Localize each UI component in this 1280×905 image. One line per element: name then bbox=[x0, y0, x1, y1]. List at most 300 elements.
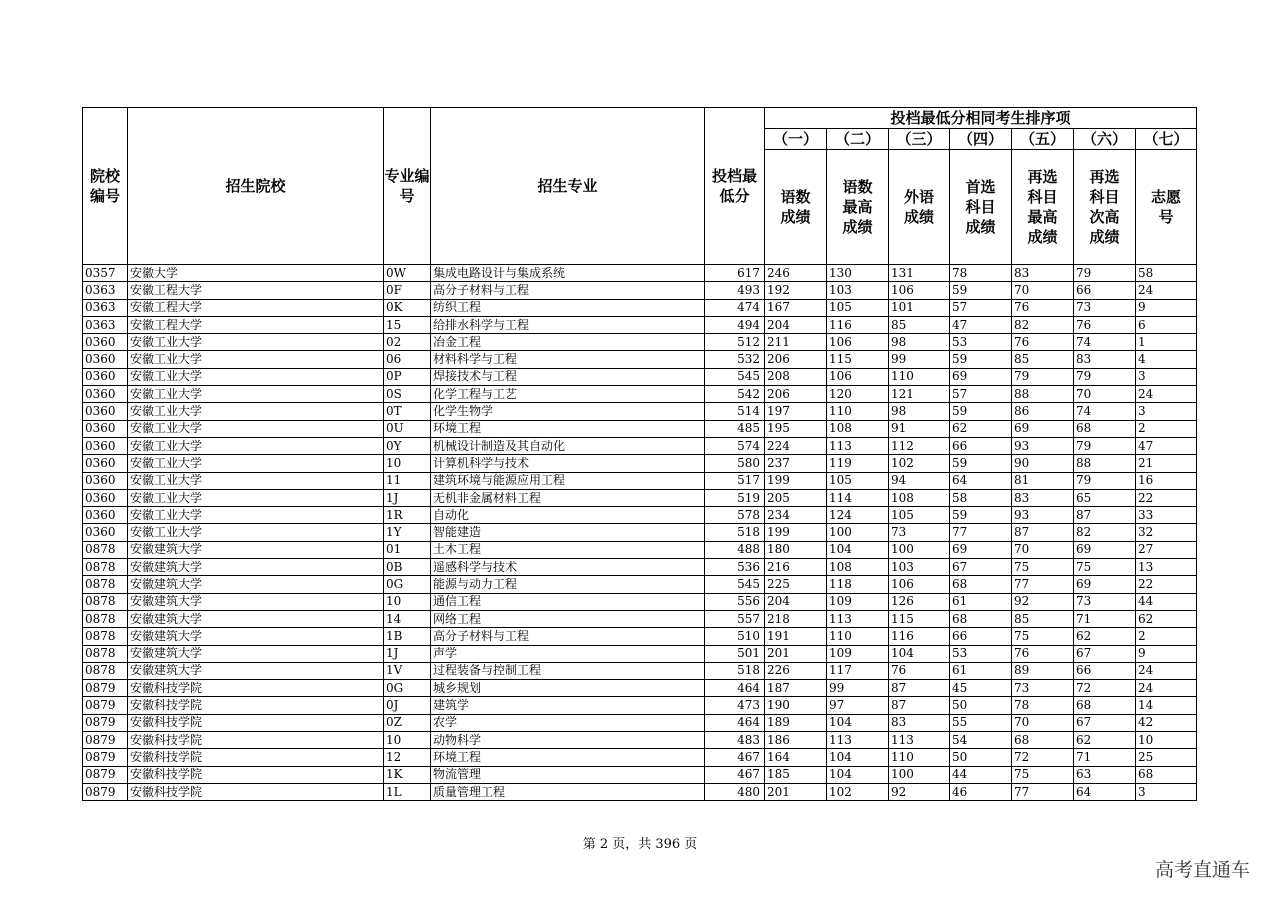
cell-rank-2: 110 bbox=[827, 403, 889, 420]
cell-major-name: 高分子材料与工程 bbox=[431, 282, 705, 299]
cell-school-code: 0360 bbox=[83, 472, 128, 489]
cell-rank-5: 69 bbox=[1012, 420, 1074, 437]
cell-rank-6: 73 bbox=[1074, 299, 1136, 316]
table-row bbox=[83, 455, 1197, 472]
cell-rank-4: 69 bbox=[950, 541, 1012, 558]
cell-rank-1: 197 bbox=[765, 403, 827, 420]
cell-school-code: 0878 bbox=[83, 576, 128, 593]
cell-rank-2: 124 bbox=[827, 507, 889, 524]
cell-rank-2: 102 bbox=[827, 783, 889, 800]
header-rank-1: （一） bbox=[765, 129, 827, 150]
cell-rank-4: 66 bbox=[950, 437, 1012, 454]
page-number: 第 2 页，共 396 页 bbox=[582, 837, 698, 852]
table-row bbox=[83, 472, 1197, 489]
cell-rank-4: 45 bbox=[950, 680, 1012, 697]
cell-rank-7: 4 bbox=[1136, 351, 1197, 368]
cell-rank-5: 75 bbox=[1012, 766, 1074, 783]
table-row bbox=[83, 316, 1197, 333]
cell-rank-6: 72 bbox=[1074, 680, 1136, 697]
cell-school-name: 安徽工业大学 bbox=[128, 472, 384, 489]
cell-rank-1: 205 bbox=[765, 489, 827, 506]
cell-rank-1: 224 bbox=[765, 437, 827, 454]
cell-school-code: 0878 bbox=[83, 610, 128, 627]
cell-school-code: 0360 bbox=[83, 507, 128, 524]
cell-rank-7: 3 bbox=[1136, 368, 1197, 385]
table-body bbox=[83, 265, 1197, 801]
cell-rank-2: 97 bbox=[827, 697, 889, 714]
cell-major-name: 高分子材料与工程 bbox=[431, 628, 705, 645]
cell-rank-5: 77 bbox=[1012, 576, 1074, 593]
cell-rank-7: 2 bbox=[1136, 628, 1197, 645]
cell-major-name: 冶金工程 bbox=[431, 334, 705, 351]
cell-major-name: 机械设计制造及其自动化 bbox=[431, 437, 705, 454]
cell-rank-6: 76 bbox=[1074, 316, 1136, 333]
cell-rank-1: 206 bbox=[765, 386, 827, 403]
cell-rank-4: 59 bbox=[950, 282, 1012, 299]
cell-school-name: 安徽科技学院 bbox=[128, 749, 384, 766]
cell-rank-6: 65 bbox=[1074, 489, 1136, 506]
cell-major-name: 遥感科学与技术 bbox=[431, 559, 705, 576]
cell-rank-4: 66 bbox=[950, 628, 1012, 645]
cell-major-code: 06 bbox=[384, 351, 431, 368]
cell-school-name: 安徽工业大学 bbox=[128, 386, 384, 403]
cell-rank-5: 76 bbox=[1012, 334, 1074, 351]
cell-major-name: 智能建造 bbox=[431, 524, 705, 541]
cell-rank-5: 83 bbox=[1012, 489, 1074, 506]
cell-major-name: 计算机科学与技术 bbox=[431, 455, 705, 472]
cell-major-name: 化学工程与工艺 bbox=[431, 386, 705, 403]
cell-rank-4: 64 bbox=[950, 472, 1012, 489]
cell-major-name: 过程装备与控制工程 bbox=[431, 662, 705, 679]
cell-rank-1: 208 bbox=[765, 368, 827, 385]
cell-rank-2: 113 bbox=[827, 437, 889, 454]
cell-min-score: 514 bbox=[705, 403, 765, 420]
cell-rank-6: 88 bbox=[1074, 455, 1136, 472]
cell-rank-4: 68 bbox=[950, 576, 1012, 593]
cell-rank-4: 55 bbox=[950, 714, 1012, 731]
header-rank-label-6: 再选科目次高成绩 bbox=[1074, 150, 1136, 265]
cell-rank-5: 77 bbox=[1012, 783, 1074, 800]
cell-rank-4: 53 bbox=[950, 645, 1012, 662]
cell-min-score: 464 bbox=[705, 680, 765, 697]
cell-rank-7: 21 bbox=[1136, 455, 1197, 472]
cell-school-name: 安徽工业大学 bbox=[128, 351, 384, 368]
cell-rank-1: 185 bbox=[765, 766, 827, 783]
cell-school-code: 0879 bbox=[83, 766, 128, 783]
cell-rank-1: 187 bbox=[765, 680, 827, 697]
cell-school-name: 安徽建筑大学 bbox=[128, 645, 384, 662]
cell-rank-7: 9 bbox=[1136, 645, 1197, 662]
cell-rank-5: 79 bbox=[1012, 368, 1074, 385]
table-row bbox=[83, 628, 1197, 645]
cell-school-code: 0360 bbox=[83, 368, 128, 385]
cell-rank-7: 22 bbox=[1136, 489, 1197, 506]
cell-major-code: 1L bbox=[384, 783, 431, 800]
cell-rank-3: 73 bbox=[889, 524, 950, 541]
cell-rank-4: 59 bbox=[950, 455, 1012, 472]
cell-school-code: 0363 bbox=[83, 282, 128, 299]
cell-rank-6: 74 bbox=[1074, 334, 1136, 351]
cell-rank-4: 58 bbox=[950, 489, 1012, 506]
cell-min-score: 617 bbox=[705, 265, 765, 282]
cell-rank-3: 110 bbox=[889, 368, 950, 385]
cell-rank-4: 46 bbox=[950, 783, 1012, 800]
cell-rank-6: 66 bbox=[1074, 282, 1136, 299]
cell-rank-7: 42 bbox=[1136, 714, 1197, 731]
cell-rank-6: 82 bbox=[1074, 524, 1136, 541]
cell-major-name: 能源与动力工程 bbox=[431, 576, 705, 593]
cell-major-code: 1Y bbox=[384, 524, 431, 541]
cell-school-code: 0357 bbox=[83, 265, 128, 282]
cell-rank-5: 89 bbox=[1012, 662, 1074, 679]
table-row bbox=[83, 368, 1197, 385]
cell-rank-3: 76 bbox=[889, 662, 950, 679]
cell-rank-1: 211 bbox=[765, 334, 827, 351]
cell-rank-6: 63 bbox=[1074, 766, 1136, 783]
cell-school-code: 0879 bbox=[83, 714, 128, 731]
cell-min-score: 512 bbox=[705, 334, 765, 351]
cell-rank-6: 69 bbox=[1074, 576, 1136, 593]
header-rank-label-2: 语数最高成绩 bbox=[827, 150, 889, 265]
cell-rank-7: 13 bbox=[1136, 559, 1197, 576]
cell-rank-2: 104 bbox=[827, 749, 889, 766]
table-row bbox=[83, 645, 1197, 662]
cell-rank-3: 116 bbox=[889, 628, 950, 645]
cell-major-code: 02 bbox=[384, 334, 431, 351]
table-row bbox=[83, 559, 1197, 576]
cell-major-code: 15 bbox=[384, 316, 431, 333]
cell-min-score: 580 bbox=[705, 455, 765, 472]
cell-rank-7: 9 bbox=[1136, 299, 1197, 316]
cell-rank-6: 83 bbox=[1074, 351, 1136, 368]
cell-rank-6: 70 bbox=[1074, 386, 1136, 403]
cell-school-code: 0360 bbox=[83, 334, 128, 351]
cell-major-code: 0S bbox=[384, 386, 431, 403]
cell-school-code: 0360 bbox=[83, 351, 128, 368]
cell-rank-2: 104 bbox=[827, 714, 889, 731]
cell-school-code: 0360 bbox=[83, 455, 128, 472]
cell-min-score: 532 bbox=[705, 351, 765, 368]
cell-major-code: 10 bbox=[384, 455, 431, 472]
cell-major-code: 11 bbox=[384, 472, 431, 489]
cell-major-code: 0F bbox=[384, 282, 431, 299]
cell-rank-5: 75 bbox=[1012, 559, 1074, 576]
table-row bbox=[83, 662, 1197, 679]
cell-rank-3: 99 bbox=[889, 351, 950, 368]
cell-rank-5: 92 bbox=[1012, 593, 1074, 610]
cell-rank-5: 90 bbox=[1012, 455, 1074, 472]
header-rank-7: （七） bbox=[1136, 129, 1197, 150]
cell-min-score: 518 bbox=[705, 662, 765, 679]
cell-rank-3: 105 bbox=[889, 507, 950, 524]
cell-rank-6: 62 bbox=[1074, 732, 1136, 749]
cell-rank-4: 59 bbox=[950, 403, 1012, 420]
cell-rank-3: 100 bbox=[889, 766, 950, 783]
cell-min-score: 519 bbox=[705, 489, 765, 506]
cell-rank-7: 32 bbox=[1136, 524, 1197, 541]
cell-rank-3: 87 bbox=[889, 697, 950, 714]
cell-school-code: 0878 bbox=[83, 559, 128, 576]
cell-rank-3: 98 bbox=[889, 403, 950, 420]
cell-school-code: 0878 bbox=[83, 662, 128, 679]
cell-major-name: 物流管理 bbox=[431, 766, 705, 783]
header-rank-4: （四） bbox=[950, 129, 1012, 150]
cell-major-code: 14 bbox=[384, 610, 431, 627]
table-row bbox=[83, 610, 1197, 627]
cell-rank-2: 106 bbox=[827, 334, 889, 351]
cell-min-score: 488 bbox=[705, 541, 765, 558]
cell-rank-2: 114 bbox=[827, 489, 889, 506]
cell-rank-2: 115 bbox=[827, 351, 889, 368]
cell-rank-6: 67 bbox=[1074, 645, 1136, 662]
cell-rank-6: 69 bbox=[1074, 541, 1136, 558]
cell-rank-1: 201 bbox=[765, 645, 827, 662]
cell-rank-4: 78 bbox=[950, 265, 1012, 282]
cell-rank-5: 85 bbox=[1012, 610, 1074, 627]
cell-school-name: 安徽建筑大学 bbox=[128, 559, 384, 576]
cell-rank-7: 14 bbox=[1136, 697, 1197, 714]
cell-school-code: 0878 bbox=[83, 541, 128, 558]
cell-rank-2: 117 bbox=[827, 662, 889, 679]
cell-major-code: 1B bbox=[384, 628, 431, 645]
cell-major-code: 0U bbox=[384, 420, 431, 437]
cell-rank-4: 44 bbox=[950, 766, 1012, 783]
cell-rank-3: 115 bbox=[889, 610, 950, 627]
cell-major-code: 01 bbox=[384, 541, 431, 558]
cell-rank-7: 24 bbox=[1136, 662, 1197, 679]
cell-major-code: 0B bbox=[384, 559, 431, 576]
cell-rank-4: 62 bbox=[950, 420, 1012, 437]
cell-major-code: 10 bbox=[384, 593, 431, 610]
cell-rank-7: 68 bbox=[1136, 766, 1197, 783]
cell-school-code: 0360 bbox=[83, 420, 128, 437]
cell-rank-7: 6 bbox=[1136, 316, 1197, 333]
cell-rank-5: 93 bbox=[1012, 507, 1074, 524]
cell-school-code: 0360 bbox=[83, 403, 128, 420]
cell-rank-1: 199 bbox=[765, 524, 827, 541]
header-rank-2: （二） bbox=[827, 129, 889, 150]
table-row bbox=[83, 420, 1197, 437]
cell-major-code: 0G bbox=[384, 680, 431, 697]
cell-rank-5: 70 bbox=[1012, 282, 1074, 299]
cell-school-name: 安徽建筑大学 bbox=[128, 593, 384, 610]
cell-school-name: 安徽工程大学 bbox=[128, 282, 384, 299]
cell-rank-4: 57 bbox=[950, 386, 1012, 403]
cell-rank-7: 16 bbox=[1136, 472, 1197, 489]
cell-rank-3: 110 bbox=[889, 749, 950, 766]
cell-rank-2: 104 bbox=[827, 541, 889, 558]
header-school-code: 院校编号 bbox=[83, 108, 128, 265]
cell-rank-5: 70 bbox=[1012, 714, 1074, 731]
header-min-score: 投档最低分 bbox=[705, 108, 765, 265]
cell-rank-3: 94 bbox=[889, 472, 950, 489]
cell-school-name: 安徽工业大学 bbox=[128, 403, 384, 420]
cell-major-name: 城乡规划 bbox=[431, 680, 705, 697]
table-row bbox=[83, 334, 1197, 351]
header-rank-label-4: 首选科目成绩 bbox=[950, 150, 1012, 265]
cell-school-name: 安徽工业大学 bbox=[128, 524, 384, 541]
cell-major-name: 焊接技术与工程 bbox=[431, 368, 705, 385]
cell-rank-1: 225 bbox=[765, 576, 827, 593]
cell-rank-2: 100 bbox=[827, 524, 889, 541]
cell-rank-6: 68 bbox=[1074, 697, 1136, 714]
cell-min-score: 578 bbox=[705, 507, 765, 524]
cell-major-name: 网络工程 bbox=[431, 610, 705, 627]
cell-major-name: 建筑环境与能源应用工程 bbox=[431, 472, 705, 489]
table-row bbox=[83, 714, 1197, 731]
cell-rank-4: 57 bbox=[950, 299, 1012, 316]
cell-rank-5: 72 bbox=[1012, 749, 1074, 766]
header-major-code: 专业编号 bbox=[384, 108, 431, 265]
cell-rank-2: 104 bbox=[827, 766, 889, 783]
cell-rank-6: 74 bbox=[1074, 403, 1136, 420]
cell-rank-3: 121 bbox=[889, 386, 950, 403]
cell-rank-7: 62 bbox=[1136, 610, 1197, 627]
cell-rank-1: 195 bbox=[765, 420, 827, 437]
table-row bbox=[83, 783, 1197, 800]
cell-school-code: 0878 bbox=[83, 628, 128, 645]
cell-school-name: 安徽工程大学 bbox=[128, 299, 384, 316]
table-row bbox=[83, 507, 1197, 524]
cell-rank-1: 190 bbox=[765, 697, 827, 714]
cell-rank-5: 68 bbox=[1012, 732, 1074, 749]
cell-rank-2: 130 bbox=[827, 265, 889, 282]
cell-rank-6: 79 bbox=[1074, 265, 1136, 282]
cell-school-code: 0363 bbox=[83, 316, 128, 333]
cell-rank-3: 85 bbox=[889, 316, 950, 333]
cell-school-code: 0878 bbox=[83, 645, 128, 662]
cell-rank-4: 54 bbox=[950, 732, 1012, 749]
cell-rank-1: 218 bbox=[765, 610, 827, 627]
cell-rank-3: 102 bbox=[889, 455, 950, 472]
cell-school-name: 安徽建筑大学 bbox=[128, 576, 384, 593]
cell-rank-6: 79 bbox=[1074, 368, 1136, 385]
cell-rank-7: 25 bbox=[1136, 749, 1197, 766]
cell-min-score: 510 bbox=[705, 628, 765, 645]
table-row bbox=[83, 282, 1197, 299]
cell-major-name: 化学生物学 bbox=[431, 403, 705, 420]
cell-min-score: 474 bbox=[705, 299, 765, 316]
cell-rank-6: 71 bbox=[1074, 610, 1136, 627]
table-row bbox=[83, 437, 1197, 454]
table-row bbox=[83, 680, 1197, 697]
cell-rank-3: 98 bbox=[889, 334, 950, 351]
cell-rank-4: 50 bbox=[950, 697, 1012, 714]
table-row bbox=[83, 403, 1197, 420]
cell-rank-3: 108 bbox=[889, 489, 950, 506]
cell-rank-2: 108 bbox=[827, 559, 889, 576]
table-row bbox=[83, 732, 1197, 749]
cell-school-code: 0360 bbox=[83, 386, 128, 403]
cell-min-score: 536 bbox=[705, 559, 765, 576]
cell-rank-3: 131 bbox=[889, 265, 950, 282]
header-rank-5: （五） bbox=[1012, 129, 1074, 150]
cell-rank-5: 76 bbox=[1012, 645, 1074, 662]
cell-school-name: 安徽工业大学 bbox=[128, 507, 384, 524]
admission-score-table bbox=[82, 107, 1197, 801]
cell-major-code: 10 bbox=[384, 732, 431, 749]
cell-major-code: 1K bbox=[384, 766, 431, 783]
cell-school-code: 0360 bbox=[83, 437, 128, 454]
header-school: 招生院校 bbox=[128, 108, 384, 265]
cell-rank-3: 103 bbox=[889, 559, 950, 576]
cell-school-code: 0360 bbox=[83, 489, 128, 506]
cell-rank-3: 101 bbox=[889, 299, 950, 316]
cell-min-score: 485 bbox=[705, 420, 765, 437]
cell-rank-7: 1 bbox=[1136, 334, 1197, 351]
cell-rank-7: 33 bbox=[1136, 507, 1197, 524]
header-major: 招生专业 bbox=[431, 108, 705, 265]
cell-rank-2: 109 bbox=[827, 593, 889, 610]
cell-rank-2: 103 bbox=[827, 282, 889, 299]
cell-major-code: 0G bbox=[384, 576, 431, 593]
cell-rank-4: 50 bbox=[950, 749, 1012, 766]
table-row bbox=[83, 299, 1197, 316]
cell-major-code: 0W bbox=[384, 265, 431, 282]
header-rank-6: （六） bbox=[1074, 129, 1136, 150]
cell-rank-3: 126 bbox=[889, 593, 950, 610]
cell-rank-5: 85 bbox=[1012, 351, 1074, 368]
cell-rank-6: 75 bbox=[1074, 559, 1136, 576]
cell-school-name: 安徽工业大学 bbox=[128, 437, 384, 454]
cell-rank-3: 87 bbox=[889, 680, 950, 697]
table-row bbox=[83, 351, 1197, 368]
cell-major-name: 农学 bbox=[431, 714, 705, 731]
cell-rank-2: 108 bbox=[827, 420, 889, 437]
cell-rank-2: 99 bbox=[827, 680, 889, 697]
cell-rank-5: 75 bbox=[1012, 628, 1074, 645]
cell-rank-1: 204 bbox=[765, 593, 827, 610]
cell-rank-3: 104 bbox=[889, 645, 950, 662]
cell-rank-4: 69 bbox=[950, 368, 1012, 385]
cell-rank-6: 79 bbox=[1074, 437, 1136, 454]
cell-rank-2: 113 bbox=[827, 610, 889, 627]
cell-rank-5: 81 bbox=[1012, 472, 1074, 489]
header-rank-label-5: 再选科目最高成绩 bbox=[1012, 150, 1074, 265]
cell-rank-2: 110 bbox=[827, 628, 889, 645]
cell-rank-5: 82 bbox=[1012, 316, 1074, 333]
cell-rank-5: 87 bbox=[1012, 524, 1074, 541]
cell-major-code: 1V bbox=[384, 662, 431, 679]
cell-rank-4: 77 bbox=[950, 524, 1012, 541]
header-rank-label-3: 外语成绩 bbox=[889, 150, 950, 265]
cell-rank-4: 68 bbox=[950, 610, 1012, 627]
cell-rank-7: 2 bbox=[1136, 420, 1197, 437]
cell-min-score: 473 bbox=[705, 697, 765, 714]
cell-rank-7: 47 bbox=[1136, 437, 1197, 454]
cell-rank-3: 106 bbox=[889, 576, 950, 593]
cell-major-name: 质量管理工程 bbox=[431, 783, 705, 800]
cell-rank-5: 73 bbox=[1012, 680, 1074, 697]
cell-school-code: 0878 bbox=[83, 593, 128, 610]
cell-major-code: 1R bbox=[384, 507, 431, 524]
cell-school-code: 0879 bbox=[83, 697, 128, 714]
cell-rank-7: 24 bbox=[1136, 386, 1197, 403]
cell-major-name: 环境工程 bbox=[431, 749, 705, 766]
cell-rank-1: 246 bbox=[765, 265, 827, 282]
cell-rank-1: 192 bbox=[765, 282, 827, 299]
table-row bbox=[83, 749, 1197, 766]
cell-rank-5: 78 bbox=[1012, 697, 1074, 714]
cell-school-code: 0360 bbox=[83, 524, 128, 541]
cell-min-score: 493 bbox=[705, 282, 765, 299]
cell-school-name: 安徽工业大学 bbox=[128, 489, 384, 506]
cell-school-code: 0879 bbox=[83, 680, 128, 697]
cell-min-score: 483 bbox=[705, 732, 765, 749]
cell-min-score: 467 bbox=[705, 766, 765, 783]
cell-rank-3: 112 bbox=[889, 437, 950, 454]
cell-rank-6: 79 bbox=[1074, 472, 1136, 489]
